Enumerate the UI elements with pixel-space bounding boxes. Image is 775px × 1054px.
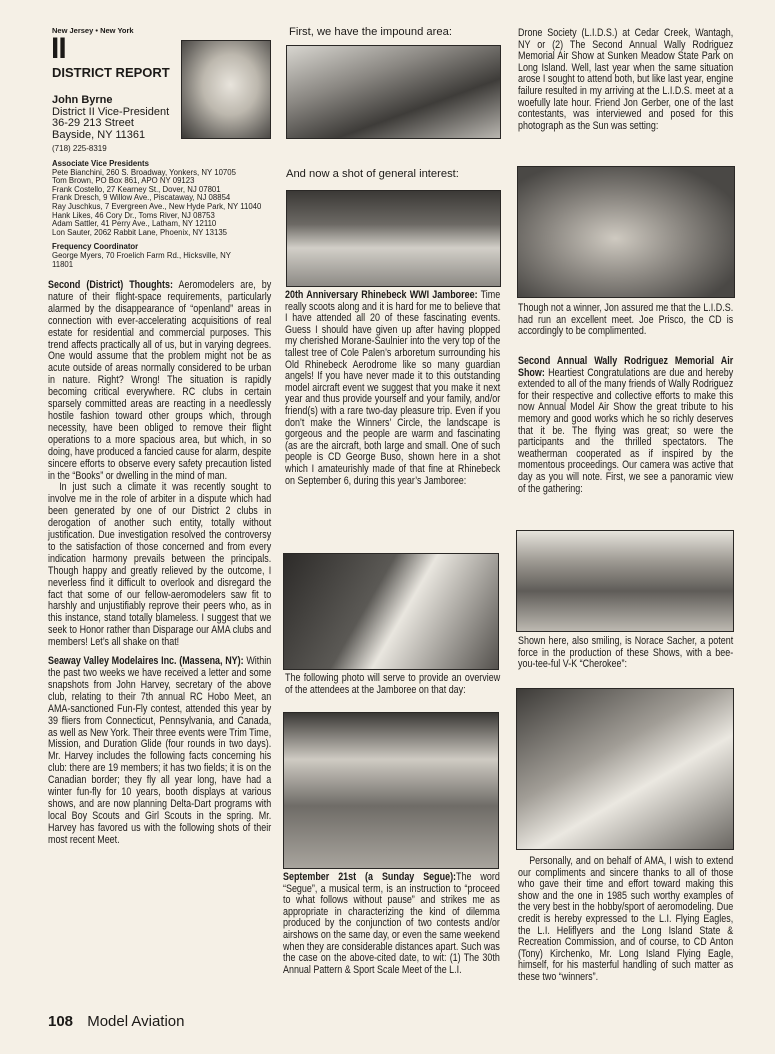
- associate-item: Pete Bianchini, 260 S. Broadway, Yonkers, NY 10705: [52, 167, 236, 177]
- segue-text: The word “Segue”, a musical term, is an instruction to “proceed to what follows without pause” and strikes me as appropriate in characterizing the kind of dilemma produced by the conjunction of two contests and/or airshows on the same day, or even the same weekend when they are considerable distances apart. Such was the case on the above-cited date, to wit: (1) The 30th Annual Pattern & Sport Scale Meet of the L.I.: [283, 871, 500, 976]
- wally-lead: Second Annual Wally Rodriguez Memorial Air Show:: [518, 355, 734, 379]
- associate-item: Frank Costello, 27 Kearney St., Dover, NJ 07801: [52, 184, 221, 194]
- contact-role: District II Vice-President: [52, 105, 170, 118]
- contact-phone: (718) 225-8319: [52, 144, 107, 153]
- column-2-body: [285, 290, 500, 487]
- page-number: 108: [48, 1013, 74, 1030]
- drone-paragraph: Drone Society (L.I.D.S.) at Cedar Creek, Wantagh, NY or (2) The Second Annual Wally Rodriguez Memorial Air Show at Sunken Meadow State Park on Long Island. Well, last year when the same situation arose I sought to attend both, but like last year, engine failure resulted in my arriving at the L.I.D.S. meet at a woefully late hour. Friend Jon Gerber, one of the last contestants, was interviewed and posed for this photograph as the Sun was setting:: [518, 27, 734, 132]
- associates-heading: Associate Vice Presidents: [52, 159, 149, 168]
- rhinebeck-paragraph: [285, 290, 500, 487]
- thoughts-lead: Second (District) Thoughts:: [48, 279, 173, 291]
- closing-paragraph: Personally, and on behalf of AMA, I wish to extend our compliments and sincere thanks to all of those who gave their time and effort toward making this show and the one in 1985 such worthy examples of the very best in the hobby/sport of aeromodeling. Due credit is hereby expressed to the L.I. Flying Eagles, the L.I. Heliflyers and the Long Island State & Recreation Commission, and of course, to CD Anton (Tony) Kirchenko, Mr. Long Island Flying Eagle, himself, for his masterful handling of such matter as these two “winners”.: [518, 855, 734, 983]
- impound-caption: First, we have the impound area:: [289, 26, 452, 38]
- thoughts-paragraph: [48, 280, 271, 482]
- magazine-name: Model Aviation: [87, 1013, 185, 1030]
- jon-gerber-photo: [517, 166, 735, 298]
- associate-item: Frank Dresch, 9 Willow Ave., Piscataway, NJ 08854: [52, 193, 231, 203]
- thoughts-text: Aeromodelers are, by nature of their flight-space requirements, particularly alarmed by the disappearance of “openland” areas in connection with ever-accelerating acquisitions of real estate for residential and commercial purposes. This trend affects practically all of us, but in varying degrees. One would assume that the problem might not be as acute outside of areas normally considered to be urban in nature. Right? Wrong! The situation is rapidly becoming critical everywhere. RC clubs in certain sparsely committed areas are reacting in a needlessly hostile fashion toward other groups which, through necessity, have been obliged to remove their flight operations to a more spacious area, but which, in so doing, have produced a fancied cause for alarm, despite sincere efforts to observe every safety precaution listed in the “Books” or dwelling in the mind of man.: [48, 279, 272, 482]
- george-buso-photo: [283, 553, 499, 670]
- associate-item: Ray Juschkus, 7 Evergreen Ave., New Hyde Park, NY 11040: [52, 201, 262, 211]
- page-footer: [48, 1013, 185, 1030]
- page-title: DISTRICT REPORT: [52, 65, 170, 80]
- rhinebeck-text: Time really scoots along and it is hard for me to believe that I have attended all 20 of these fascinating events. Guess I should have given up after having plopped my cherished Morane-Saulnier into the very top of the tallest tree of Cole Palen’s arboretum surrounding his Old Rhinebeck Aerodrome like so many guardian angels! If you have never made it to this outstanding model aircraft event we suggest that you make it next year and thus provide yourself and your family, and/or friend(s) with a rare two-day pleasure trip. Even if you don’t make the Winners’ Circle, the landscape is gorgeous and the people are warm and fascinating (as are the aircraft, both large and small. One of such people is CD George Buso, shown here in a shot which I amateurishly made of that fine at Rhinebeck on September 6, during this year’s Jamboree:: [285, 289, 501, 487]
- wally-paragraph: [518, 356, 733, 495]
- sacher-caption: Shown here, also smiling, is Norace Sacher, a potent force in the production of these Shows, with a bee-you-tee-ful V-K “Cherokee”:: [518, 635, 734, 671]
- contact-block: [52, 95, 169, 141]
- segue-lead: September 21st (a Sunday Segue):: [283, 871, 457, 883]
- district-numeral: II: [51, 32, 66, 65]
- column-1-body: [48, 280, 271, 847]
- associate-item: Adam Sattler, 41 Perry Ave., Latham, NY 12110: [52, 219, 217, 229]
- climate-paragraph: In just such a climate it was recently sought to involve me in the role of arbiter in a dispute which had been generated by one of our District 2 clubs in derogation of another such entity, totally without justification. Due investigation resolved the controversy to the satisfaction of those concerned and from every indication harmony prevails between the principals. Though happy and greatly relieved by the outcome, I neverless find it difficult to overlook and disregard the fact that some of our fellow-aeromodelers saw fit to harshly and unjustifiably reprove their peers who, as in this instance, stand totally blameless. I suggest that we seek to Honor rather than Disparage our AMA clubs and members! Let’s all shake on that!: [48, 481, 272, 649]
- associates-block: [52, 160, 274, 269]
- wally-text: Heartiest Congratulations are due and hereby extended to all of the many friends of Wally Rodriguez for their respective and collective efforts to make this now Annual Model Air Show the great tribute to his memory and good works which he so richly deserves that it be. The flying was great; so were the participants and the thrilled spectators. The weatherman cooperated as if inspired by the momentous proceedings. Our camera was active that day as you will note. First, we see a panoramic view of the gathering:: [518, 366, 734, 495]
- associate-item: Tom Brown, PO Box 861, APO NY 09123: [52, 176, 195, 186]
- seaway-text: Within the past two weeks we have received a letter and some snapshots from John Harvey, secretary of the above club, relating to their 7th annual RC Hobo Meet, an AMA-sanctioned Fun-Fly contest, attended this year by 39 fliers from Connecticut, Pennsylvania, and Canada, as well as New York. Their three events were Trim Time, Mission, and Duration Glide (four rounds in two days). Mr. Harvey includes the following facts concerning his club: there are 19 members; it has two fields; it is on the Canadian border; they fly all year long, have had a winter fun-fly for 10 years, booth displays at various shows, and are now planning Delta-Dart programs with local Boy Scouts and Girl Scouts in the spring. Mr. Harvey has favored us with the following shots of their most recent Meet.: [48, 655, 272, 846]
- author-portrait-photo: [181, 40, 271, 139]
- associate-item: Hank Likes, 46 Cory Dr., Toms River, NJ 08753: [52, 210, 215, 220]
- jamboree-attendees-photo: [283, 712, 499, 869]
- rhinebeck-lead: 20th Anniversary Rhinebeck WWI Jamboree:: [285, 289, 478, 301]
- general-interest-photo: [286, 190, 501, 287]
- region-label: New Jersey • New York: [52, 26, 134, 35]
- general-interest-caption: And now a shot of general interest:: [286, 168, 459, 180]
- contact-name: John Byrne: [52, 94, 113, 106]
- frequency-heading: Frequency Coordinator: [52, 242, 139, 252]
- contact-city: Bayside, NY 11361: [52, 128, 146, 141]
- overview-caption: The following photo will serve to provide an overview of the attendees at the Jamboree on that day:: [285, 672, 501, 696]
- winner-paragraph: Though not a winner, Jon assured me that the L.I.D.S. had run an excellent meet. Joe Prisco, the CD is accordingly to be complimented.: [518, 302, 734, 338]
- panoramic-gathering-photo: [516, 530, 734, 632]
- contact-street: 36-29 213 Street: [52, 117, 134, 129]
- frequency-text: George Myers, 70 Froelich Farm Rd., Hicksville, NY 11801: [52, 250, 231, 269]
- seaway-paragraph: [48, 656, 271, 847]
- norace-sacher-photo: [516, 688, 734, 850]
- segue-paragraph: [283, 872, 500, 976]
- seaway-lead: Seaway Valley Modelaires Inc. (Massena, NY):: [48, 655, 244, 668]
- impound-area-photo: [286, 45, 501, 139]
- associate-item: Lon Sauter, 2062 Rabbit Lane, Phoenix, NY 13135: [52, 227, 227, 237]
